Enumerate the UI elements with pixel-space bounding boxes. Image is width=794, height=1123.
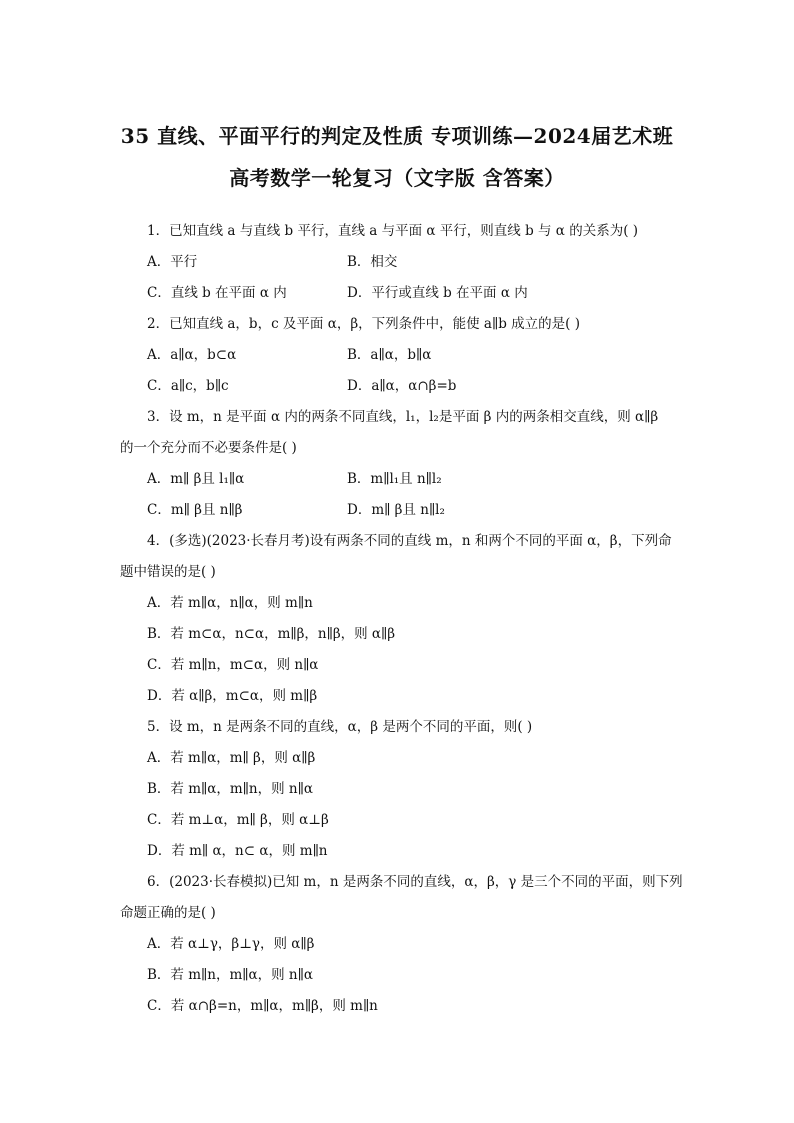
option-row: [120, 247, 680, 278]
option-text: B．a∥α，b∥α: [347, 347, 432, 363]
option-row: [120, 340, 680, 371]
option-text: D．若 m∥ α，n⊂ α，则 m∥n: [147, 843, 328, 859]
option-row: [120, 495, 680, 526]
option-text: A．a∥α，b⊂α: [147, 347, 237, 363]
option-text: D．平行或直线 b 在平面 α 内: [347, 285, 528, 301]
question-stem-continued: 命题正确的是( ): [120, 905, 216, 921]
option-text: C．a∥c，b∥c: [147, 378, 229, 394]
option-row: [120, 464, 680, 495]
option-row: [120, 371, 680, 402]
option-text: C．直线 b 在平面 α 内: [147, 285, 287, 301]
document-title-line-1: 35 直线、平面平行的判定及性质 专项训练—2024届艺术班: [120, 124, 674, 148]
document-title-line-2: 高考数学一轮复习（文字版 含答案）: [229, 166, 565, 190]
option-text: B．相交: [347, 254, 398, 270]
option-row: [120, 278, 680, 309]
option-text: B．若 m∥α，m∥n，则 n∥α: [147, 781, 313, 797]
question-stem: 4．(多选)(2023·长春月考)设有两条不同的直线 m，n 和两个不同的平面 α，β，下列命: [147, 533, 672, 549]
option-text: A．若 m∥α，m∥ β，则 α∥β: [147, 750, 316, 766]
question-list: [120, 216, 683, 1022]
option-text: D．a∥α，α∩β=b: [347, 378, 457, 394]
question-stem: 6．(2023·长春模拟)已知 m，n 是两条不同的直线，α，β，γ 是三个不同的平面，则下列: [147, 874, 683, 890]
option-text: A．平行: [147, 254, 198, 270]
option-text: B．若 m⊂α，n⊂α，m∥β，n∥β，则 α∥β: [147, 626, 396, 642]
question-stem-continued: 题中错误的是( ): [120, 564, 216, 580]
option-text: C．若 α∩β=n，m∥α，m∥β，则 m∥n: [147, 998, 378, 1014]
option-text: C．m∥ β且 n∥β: [147, 502, 243, 518]
option-text: B．若 m∥n，m∥α，则 n∥α: [147, 967, 313, 983]
question-stem: 1．已知直线 a 与直线 b 平行，直线 a 与平面 α 平行，则直线 b 与 α 的关系为( ): [147, 223, 639, 239]
option-text: C．若 m∥n，m⊂α，则 n∥α: [147, 657, 319, 673]
option-text: B．m∥l₁且 n∥l₂: [347, 471, 442, 487]
question-stem: 3．设 m，n 是平面 α 内的两条不同直线，l₁，l₂是平面 β 内的两条相交直线，则 α∥β: [147, 409, 659, 425]
option-text: A．若 m∥α，n∥α，则 m∥n: [147, 595, 313, 611]
question-stem: 2．已知直线 a，b，c 及平面 α，β，下列条件中，能使 a∥b 成立的是( ): [147, 316, 580, 332]
option-text: A．m∥ β且 l₁∥α: [147, 471, 245, 487]
option-text: A．若 α⊥γ，β⊥γ，则 α∥β: [147, 936, 315, 952]
question-stem-continued: 的一个充分而不必要条件是( ): [120, 440, 297, 456]
option-text: D．若 α∥β，m⊂α，则 m∥β: [147, 688, 318, 704]
question-stem: 5．设 m，n 是两条不同的直线，α，β 是两个不同的平面，则( ): [147, 719, 533, 735]
option-text: C．若 m⊥α，m∥ β，则 α⊥β: [147, 812, 329, 828]
option-text: D．m∥ β且 n∥l₂: [347, 502, 445, 518]
